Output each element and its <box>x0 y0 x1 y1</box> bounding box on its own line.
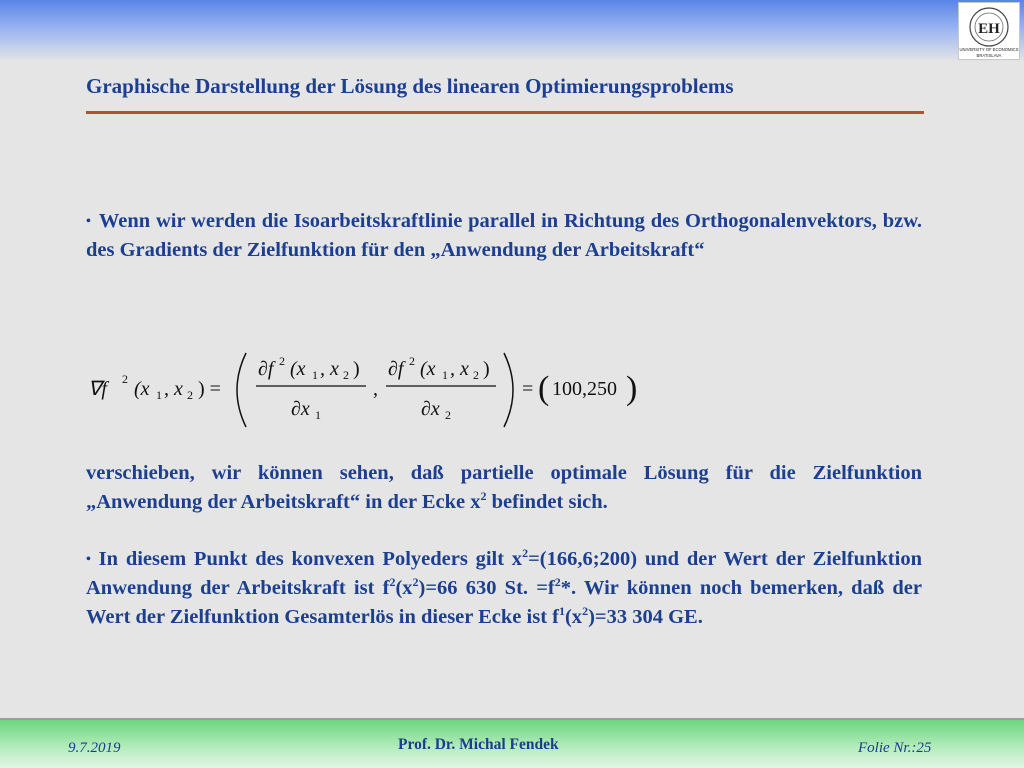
bullet-1-text: Wenn wir werden die Isoarbeitskraftlinie parallel in Richtung des Orthogonalenvektors, bzw. des Gradients der Zielfunktion für den „Anwendung der Arbeitskraft“ <box>86 210 922 261</box>
svg-text:, x: , x <box>450 358 469 380</box>
svg-text:100,250: 100,250 <box>552 378 617 400</box>
svg-text:∂f: ∂f <box>258 358 274 380</box>
svg-text:BRATISLAVA: BRATISLAVA <box>976 53 1002 58</box>
bullet-paragraph-1 <box>86 207 922 265</box>
svg-text:): ) <box>626 370 638 407</box>
svg-text:) =: ) = <box>198 378 221 400</box>
paragraph-2: verschieben, wir können sehen, daß partielle optimale Lösung für die Zielfunktion „Anwendung der Arbeitskraft“ in der Ecke $x^2$ befindet sich. <box>86 462 922 513</box>
bullet-dot: • <box>86 214 91 229</box>
svg-text:2: 2 <box>279 354 285 368</box>
university-logo <box>958 2 1020 60</box>
gradient-formula <box>86 345 686 435</box>
svg-text:=: = <box>522 378 534 400</box>
svg-text:1: 1 <box>442 368 448 382</box>
svg-text:(x: (x <box>134 378 150 400</box>
svg-text:1: 1 <box>312 368 318 382</box>
svg-text:∂f: ∂f <box>388 358 404 380</box>
svg-text:2: 2 <box>473 368 479 382</box>
title-underline <box>86 111 924 114</box>
bullet-paragraph-2: • In diesem Punkt des konvexen Polyeders gilt $x^2=(166,6;200)$ und der Wert der Zielfunktion Anwendung der Arbeitskraft ist $f^2(x^2)=66$ 630 St. $=f^2*$. Wir können noch bemerken, daß der Wert der Zielfunktion Gesamterlös in dieser Ecke ist $f^1(x^2)=33$ 304 GE. <box>86 546 923 628</box>
svg-text:,: , <box>373 378 378 400</box>
svg-text:, x: , x <box>164 378 183 400</box>
slide-title: Graphische Darstellung der Lösung des linearen Optimierungsproblems <box>86 74 734 98</box>
svg-text:(x: (x <box>420 358 436 380</box>
svg-text:1: 1 <box>156 388 162 402</box>
svg-text:2: 2 <box>445 408 451 422</box>
svg-text:, x: , x <box>320 358 339 380</box>
svg-text:): ) <box>483 358 490 380</box>
bullet-dot: • <box>86 552 91 567</box>
svg-text:(x: (x <box>290 358 306 380</box>
footer-slide-number: Folie Nr.:25 <box>858 740 932 756</box>
svg-text:2: 2 <box>343 368 349 382</box>
svg-text:1: 1 <box>315 408 321 422</box>
footer-date: 9.7.2019 <box>68 740 121 756</box>
footer-author: Prof. Dr. Michal Fendek <box>398 736 559 753</box>
svg-text:∂x: ∂x <box>421 398 440 420</box>
svg-text:UNIVERSITY OF ECONOMICS: UNIVERSITY OF ECONOMICS <box>959 47 1019 52</box>
svg-text:2: 2 <box>409 354 415 368</box>
svg-text:∇f: ∇f <box>88 378 107 400</box>
svg-text:): ) <box>353 358 360 380</box>
header-band <box>0 0 1024 62</box>
svg-text:∂x: ∂x <box>291 398 310 420</box>
svg-text:EH: EH <box>978 21 1000 37</box>
svg-text:(: ( <box>538 370 550 407</box>
svg-text:2: 2 <box>187 388 193 402</box>
svg-text:2: 2 <box>122 372 128 386</box>
